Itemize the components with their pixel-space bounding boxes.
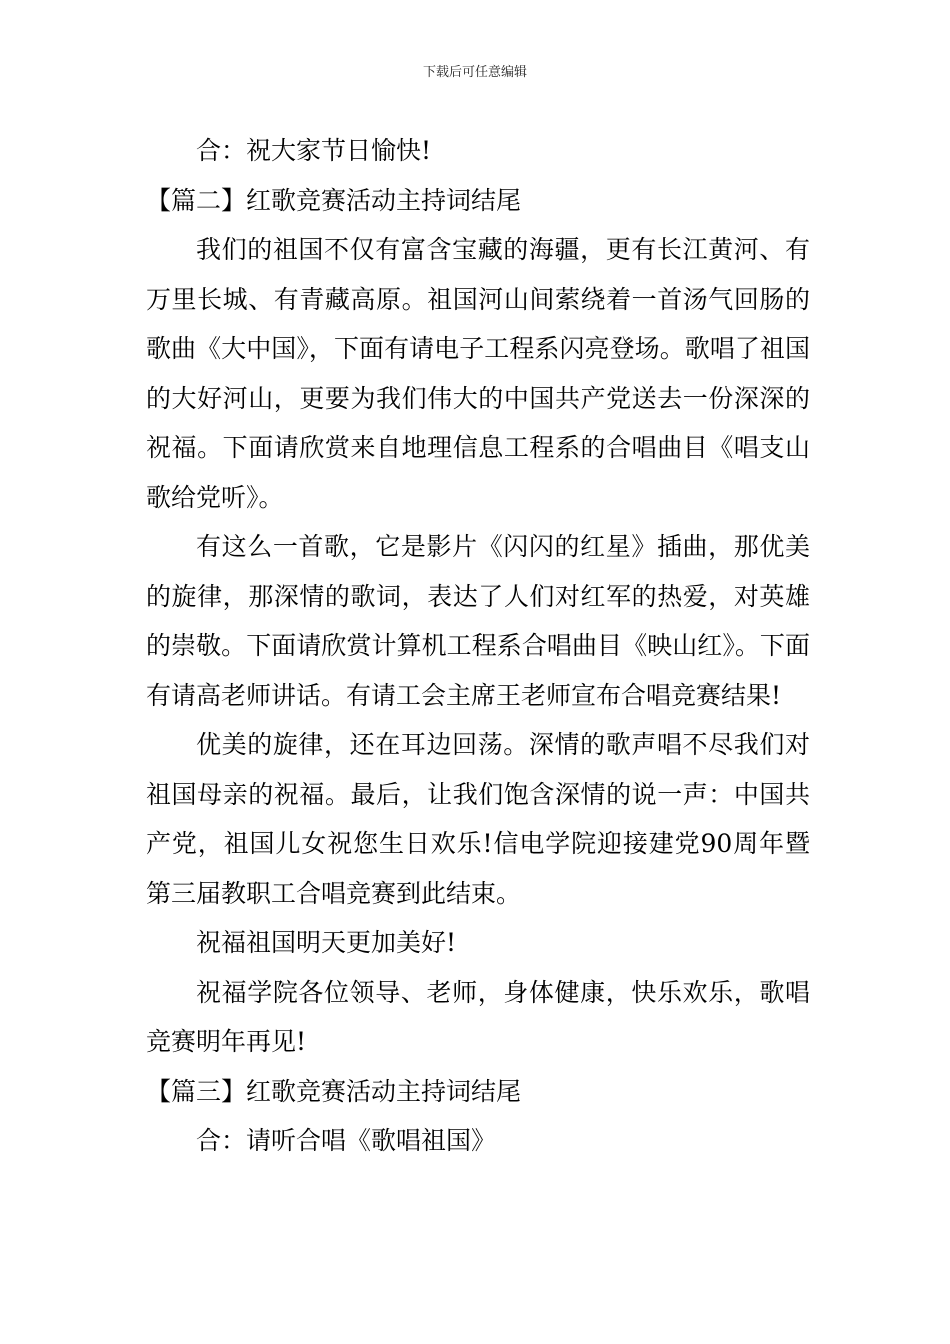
- paragraph-chorus-invite: 合：请听合唱《歌唱祖国》: [196, 1126, 497, 1155]
- paragraph-blessing-college: 祝福学院各位领导、老师，身体健康，快乐欢乐，歌唱竞赛明年再见!: [146, 977, 810, 1056]
- paragraph-blessing-country: 祝福祖国明天更加美好!: [196, 928, 457, 957]
- paragraph-closing-remarks: 优美的旋律，还在耳边回荡。深情的歌声唱不尽我们对祖国母亲的祝福。最后，让我们饱含深情的说一声：中国共产党，祖国儿女祝您生日欢乐!信电学院迎接建党90周年暨第三届教职工合唱竞赛到此结束。: [146, 730, 810, 908]
- paragraph-greeting: 合：祝大家节日愉快!: [196, 136, 432, 165]
- paragraph-red-star: 有这么一首歌，它是影片《闪闪的红星》插曲，那优美的旋律，那深情的歌词，表达了人们对红军的热爱，对英雄的崇敬。下面请欣赏计算机工程系合唱曲目《映山红》。下面有请高老师讲话。有请工会主席王老师宣布合唱竞赛结果!: [146, 532, 810, 710]
- paragraph-motherland: 我们的祖国不仅有富含宝藏的海疆，更有长江黄河、有万里长城、有青藏高原。祖国河山间萦绕着一首汤气回肠的歌曲《大中国》，下面有请电子工程系闪亮登场。歌唱了祖国的大好河山，更要为我们伟大的中国共产党送去一份深深的祝福。下面请欣赏来自地理信息工程系的合唱曲目《唱支山歌给党听》。: [146, 235, 810, 512]
- document-body: [146, 126, 810, 1166]
- section-heading-part-two: 【篇二】红歌竞赛活动主持词结尾: [146, 185, 522, 215]
- page-header-note: 下载后可任意编辑: [422, 65, 527, 80]
- section-heading-part-three: 【篇三】红歌竞赛活动主持词结尾: [146, 1076, 522, 1106]
